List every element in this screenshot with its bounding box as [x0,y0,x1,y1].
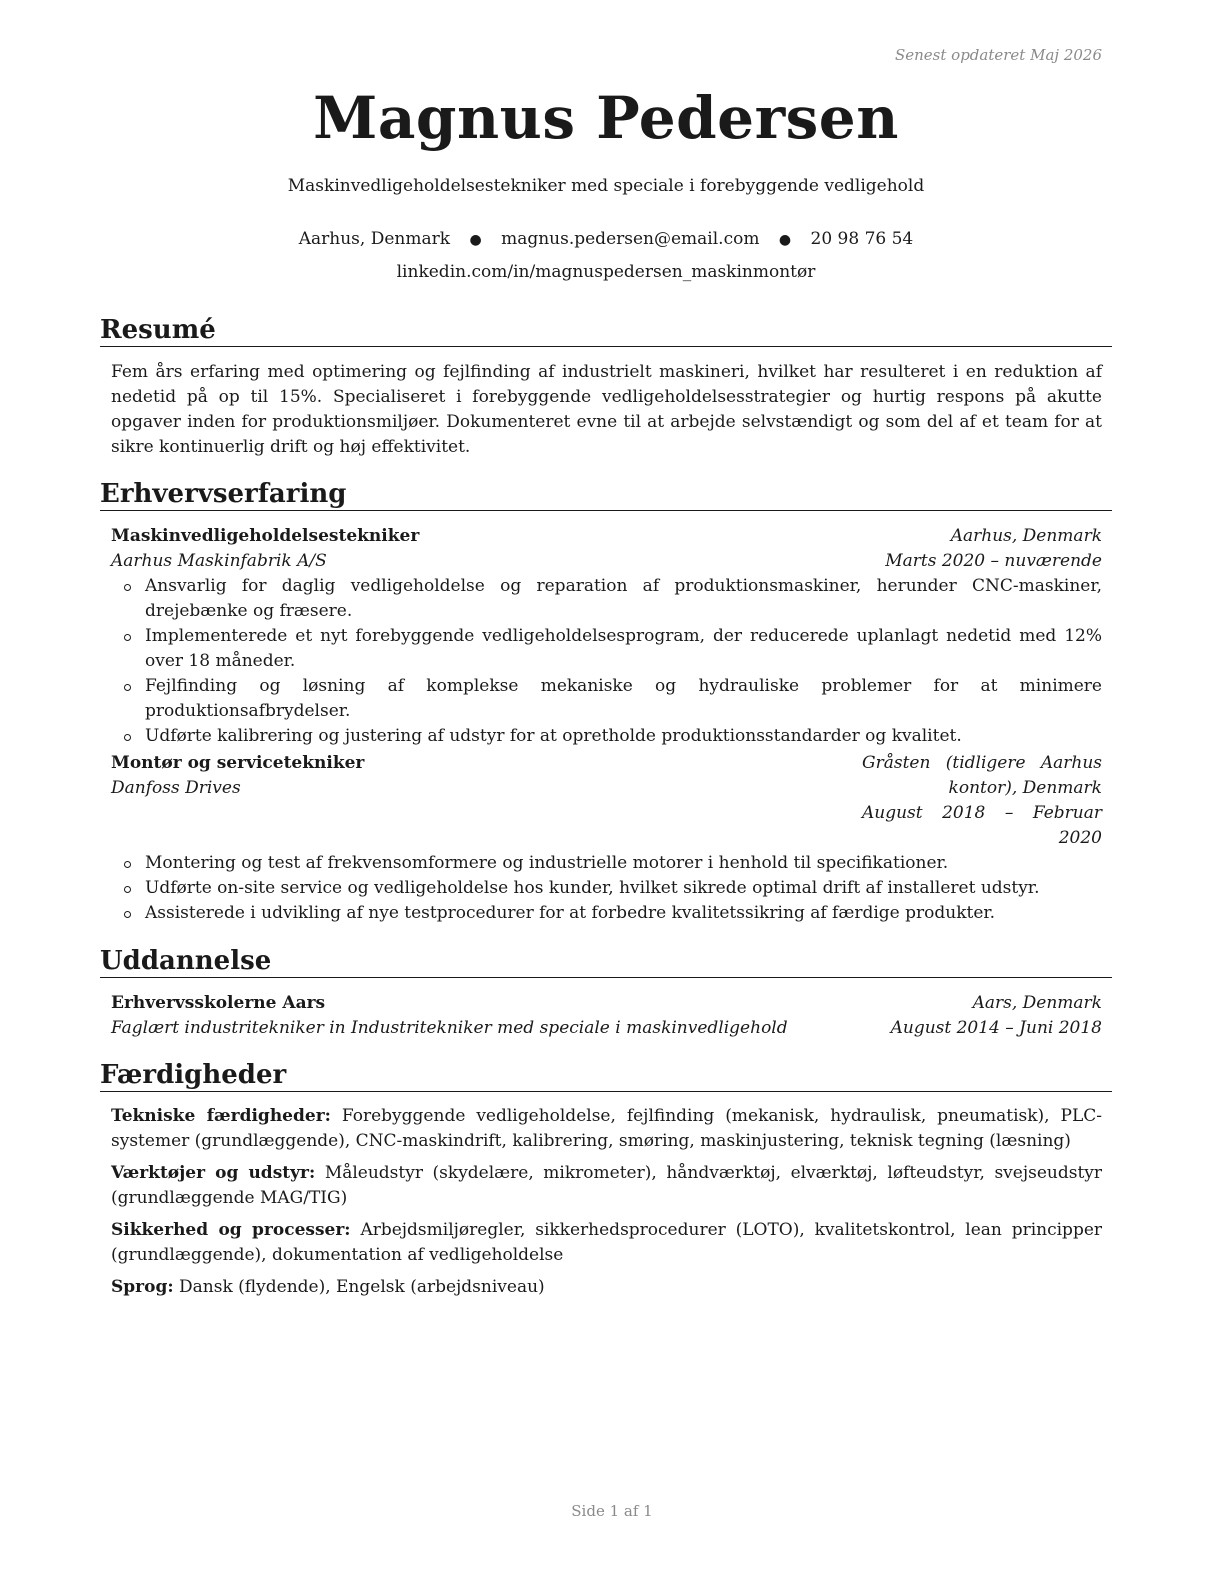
section-title-summary: Resumé [100,314,1112,347]
job-role: Maskinvedligeholdelsestekniker [111,526,420,546]
list-item: Implementerede et nyt forebyggende vedligeholdelsesprogram, der reducerede uplanlagt nedetid med 12% over 18 måneder. [111,624,1102,674]
contact-phone: 20 98 76 54 [810,229,914,249]
skill-label: Sikkerhed og processer: [111,1220,351,1240]
bullet-separator-icon: ● [469,232,482,248]
education-location: Aars, Denmark [972,993,1102,1013]
list-item: Udførte kalibrering og justering af udstyr for at opretholde produktionsstandarder og kvalitet. [111,724,1102,749]
bullet-separator-icon: ● [778,232,792,248]
section-title-experience: Erhvervserfaring [100,478,1112,511]
education-school: Erhvervsskolerne Aars [111,993,326,1013]
skill-text: Forebyggende vedligeholdelse, fejlfinding (mekanisk, hydraulisk, pneumatisk), PLC-systemer (grundlæggende), CNC-maskindrift, kalibrering, smøring, maskinjustering, teknisk tegning (læsning) [111,1106,1103,1151]
skills-list [111,1104,1102,1307]
job-location: Gråsten (tidligere Aarhus kontor), Denmark [862,753,1102,798]
skill-text: Arbejdsmiljøregler, sikkerhedsprocedurer (LOTO), kvalitetskontrol, lean principper (grundlæggende), dokumentation af vedligeholdelse [111,1220,1103,1265]
list-item: Udførte on-site service og vedligeholdelse hos kunder, hvilket sikrede optimal drift af installeret udstyr. [111,876,1102,901]
job-bullets [111,851,1102,926]
skill-row [111,1218,1102,1268]
education-dates: August 2014 – Juni 2018 [890,1018,1102,1038]
contact-linkedin[interactable]: linkedin.com/in/magnuspedersen_maskinmontør [396,262,816,282]
last-updated: Senest opdateret Maj 2026 [894,46,1102,64]
education-degree: Faglært industritekniker in Industritekniker med speciale i maskinvedligehold [111,1018,788,1038]
skill-row [111,1275,1102,1300]
job-dates: Marts 2020 – nuværende [885,551,1102,571]
section-title-skills: Færdigheder [100,1059,1112,1092]
job-company: Aarhus Maskinfabrik A/S [111,551,327,571]
job-company: Danfoss Drives [111,778,241,798]
contact-location: Aarhus, Denmark [298,229,451,249]
contact-line [100,229,1112,249]
page-number: Side 1 af 1 [571,1502,653,1520]
skill-text: Måleudstyr (skydelære, mikrometer), håndværktøj, elværktøj, løfteudstyr, svejseudstyr (grundlæggende MAG/TIG) [111,1163,1103,1208]
skill-label: Værktøjer og udstyr: [111,1163,316,1183]
skill-label: Tekniske færdigheder: [111,1106,331,1126]
skill-text: Dansk (flydende), Engelsk (arbejdsniveau) [179,1277,545,1297]
job-location: Aarhus, Denmark [950,526,1102,546]
skill-label: Sprog: [111,1277,174,1297]
job-bullets [111,574,1102,749]
list-item: Fejlfinding og løsning af komplekse mekaniske og hydrauliske problemer for at minimere produktionsafbrydelser. [111,674,1102,724]
list-item: Ansvarlig for daglig vedligeholdelse og reparation af produktionsmaskiner, herunder CNC-maskiner, drejebænke og fræsere. [111,574,1102,624]
resume-page [100,0,1112,1584]
summary-text: Fem års erfaring med optimering og fejlfinding af industrielt maskineri, hvilket har resulteret i en reduktion af nedetid på op til 15%. Specialiseret i forebyggende vedligeholdelsesstrategier og hurtig respons på akutte opgaver inden for produktionsmiljøer. Dokumenteret evne til at arbejde selvstændigt og som del af et team for at sikre kontinuerlig drift og høj effektivitet. [111,362,1102,457]
contact-email[interactable]: magnus.pedersen@email.com [501,229,760,249]
education-entry [111,991,1102,1041]
list-item: Assisterede i udvikling af nye testprocedurer for at forbedre kvalitetssikring af færdige produkter. [111,901,1102,926]
list-item: Montering og test af frekvensomformere og industrielle motorer i henhold til specifikationer. [111,851,1102,876]
job-entry [111,751,1102,926]
candidate-name: Magnus Pedersen [313,84,899,152]
skill-row [111,1104,1102,1154]
job-role: Montør og servicetekniker [111,753,365,773]
tagline: Maskinvedligeholdelsestekniker med speciale i forebyggende vedligehold [287,176,925,196]
job-entry [111,524,1102,749]
skill-row [111,1161,1102,1211]
job-dates: August 2018 – Februar 2020 [862,803,1102,848]
section-title-education: Uddannelse [100,945,1112,978]
